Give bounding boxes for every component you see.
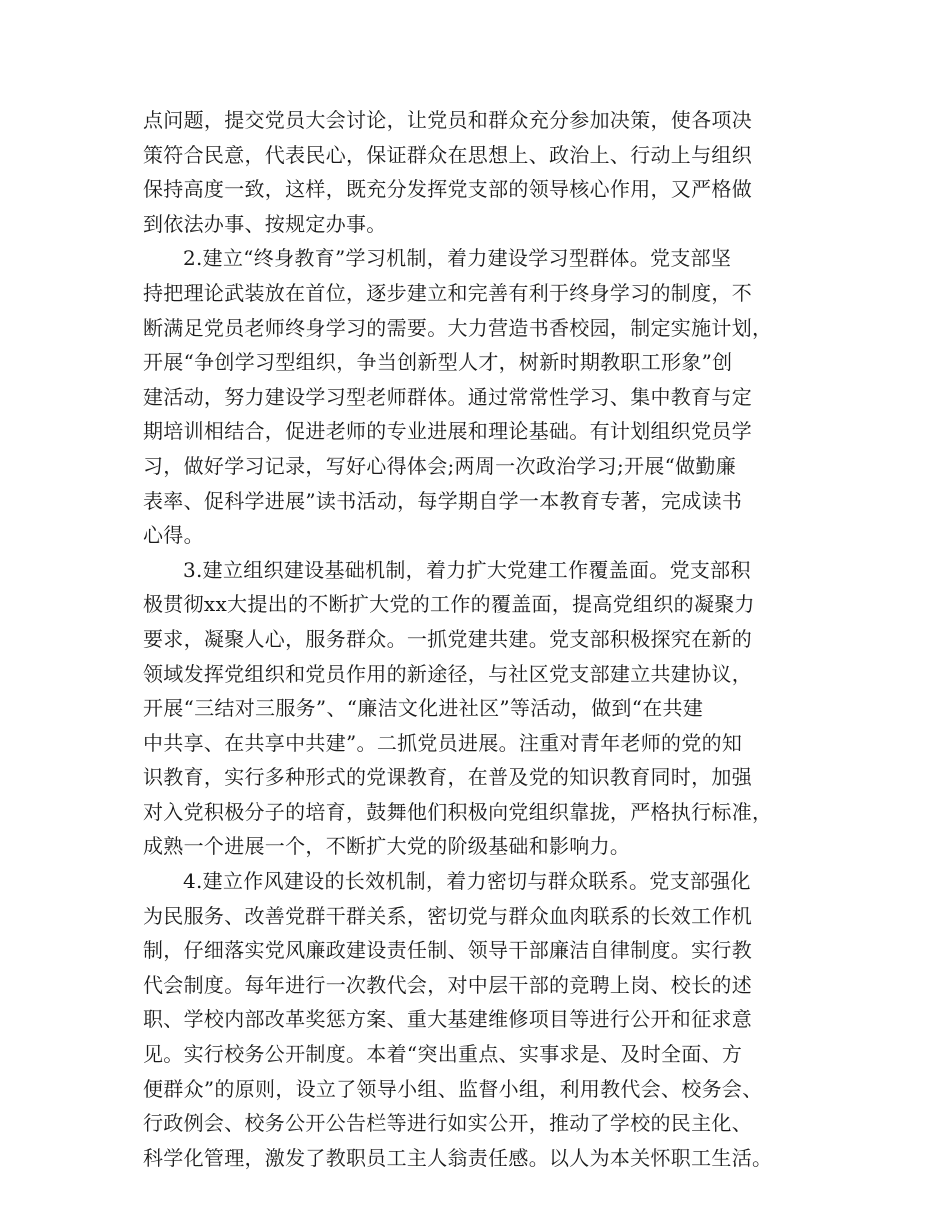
- text-line: 职、学校内部改革奖惩方案、重大基建维修项目等进行公开和征求意: [143, 1007, 752, 1032]
- text-line: 策符合民意，代表民心，保证群众在思想上、政治上、行动上与组织: [143, 142, 752, 167]
- text-line: 识教育，实行多种形式的党课教育，在普及党的知识教育同时，加强: [143, 765, 752, 790]
- paragraph-3: [143, 553, 823, 864]
- text-line: 要求，凝聚人心，服务群众。一抓党建共建。党支部积极探究在新的: [143, 626, 752, 651]
- text-line: 极贯彻xx大提出的不断扩大党的工作的覆盖面，提高党组织的凝聚力: [143, 592, 755, 617]
- text-line: 保持高度一致，这样，既充分发挥党支部的领导核心作用，又严格做: [143, 177, 752, 202]
- text-line: 3.建立组织建设基础机制，着力扩大党建工作覆盖面。党支部积: [183, 557, 751, 582]
- text-line: 对入党积极分子的培育，鼓舞他们积极向党组织靠拢，严格执行标准，: [143, 799, 773, 824]
- text-line: 中共享、在共享中共建”。二抓党员进展。注重对青年老师的党的知: [143, 730, 743, 755]
- text-line: 表率、促科学进展”读书活动，每学期自学一本教育专著，完成读书: [143, 488, 743, 513]
- text-line: 2.建立“终身教育”学习机制，着力建设学习型群体。党支部坚: [183, 246, 732, 271]
- text-line: 期培训相结合，促进老师的专业进展和理论基础。有计划组织党员学: [143, 419, 752, 444]
- text-line: 领域发挥党组织和党员作用的新途径，与社区党支部建立共建协议，: [143, 661, 752, 686]
- paragraph-1: [143, 103, 823, 241]
- paragraph-4: [143, 864, 823, 1175]
- text-line: 便群众”的原则，设立了领导小组、监督小组，利用教代会、校务会、: [143, 1076, 763, 1101]
- text-line: 代会制度。每年进行一次教代会，对中层干部的竞聘上岗、校长的述: [143, 972, 752, 997]
- text-line: 4.建立作风建设的长效机制，着力密切与群众联系。党支部强化: [183, 869, 751, 894]
- text-line: 持把理论武装放在首位，逐步建立和完善有利于终身学习的制度，不: [143, 280, 752, 305]
- text-line: 成熟一个进展一个，不断扩大党的阶级基础和影响力。: [143, 834, 631, 859]
- text-line: 建活动，努力建设学习型老师群体。通过常常性学习、集中教育与定: [143, 384, 752, 409]
- text-line: 心得。: [143, 523, 204, 548]
- text-line: 到依法办事、按规定办事。: [143, 211, 387, 236]
- text-line: 断满足党员老师终身学习的需要。大力营造书香校园，制定实施计划，: [143, 315, 773, 340]
- text-line: 开展“三结对三服务”、“廉洁文化进社区”等活动，做到“在共建: [143, 696, 704, 721]
- text-line: 开展“争创学习型组织，争当创新型人才，树新时期教职工形象”创: [143, 350, 733, 375]
- text-line: 点问题，提交党员大会讨论，让党员和群众充分参加决策，使各项决: [143, 108, 752, 132]
- text-line: 见。实行校务公开制度。本着“突出重点、实事求是、及时全面、方: [143, 1042, 743, 1067]
- paragraph-2: [143, 241, 823, 552]
- document-body: [143, 103, 823, 1175]
- text-line: 科学化管理，激发了教职员工主人翁责任感。以人为本关怀职工生活。: [143, 1145, 773, 1170]
- text-line: 制，仔细落实党风廉政建设责任制、领导干部廉洁自律制度。实行教: [143, 938, 752, 963]
- text-line: 习，做好学习记录，写好心得体会;两周一次政治学习;开展“做勤廉: [143, 453, 737, 478]
- text-line: 行政例会、校务公开公告栏等进行如实公开，推动了学校的民主化、: [143, 1111, 752, 1136]
- text-line: 为民服务、改善党群干群关系，密切党与群众血肉联系的长效工作机: [143, 903, 752, 928]
